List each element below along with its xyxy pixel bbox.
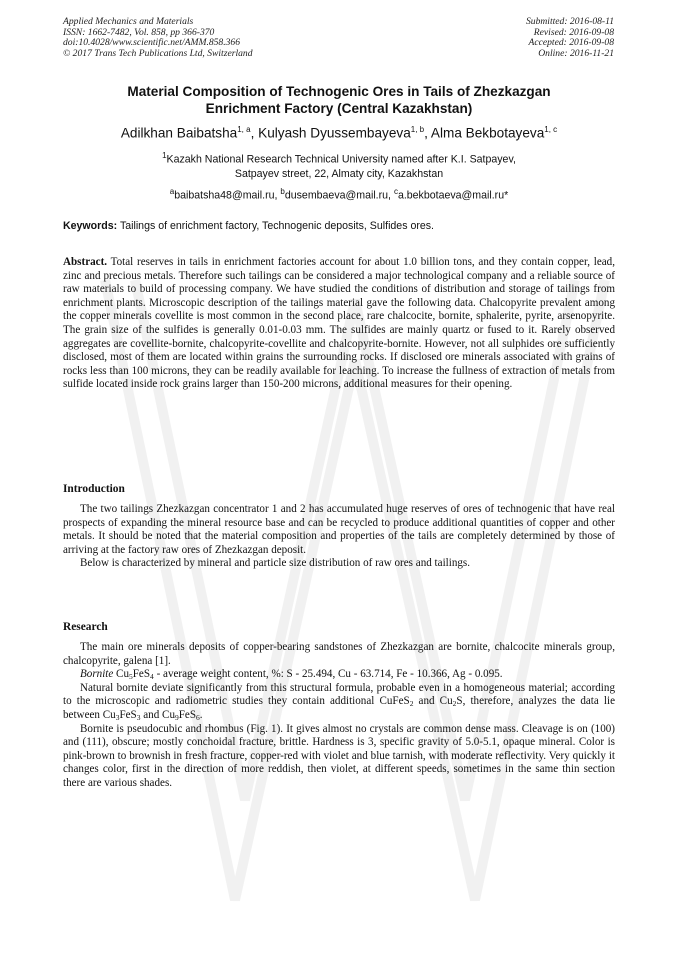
abstract-label: Abstract.	[63, 256, 108, 268]
email-sup: a	[169, 187, 175, 196]
paragraph-bornite-formula: Bornite $Cu_5FeS_4$ - average weight content, %: S - 25.494, Cu - 63.714, Fe - 10.366, Ag - 0.095.	[80, 668, 503, 682]
affiliation-line-2: Satpayev street, 22, Almaty city, Kazakhstan	[234, 167, 444, 180]
accepted-date: Accepted: 2016-09-08	[528, 37, 614, 49]
text-span: and	[418, 695, 435, 708]
abstract	[63, 256, 615, 392]
author-name: Kulyash Dyussembayeva	[258, 125, 411, 141]
revised-date: Revised: 2016-09-08	[533, 26, 614, 38]
journal-info	[63, 17, 253, 59]
author-emails: $^a$baibatsha48@mail.ru, $^b$dusembaeva@mail.ru, $^c$a.bekbotaeva@mail.ru*	[169, 187, 509, 202]
email-sup: c	[393, 187, 398, 196]
abstract-text: Total reserves in tails in enrichment factories account for about 1.0 billion tons, and they contain copper, lead, zinc and precious metals. Therefore such tailings can be considered a major technological company and a reliable source of raw materials to build of processing company. We have studied the conditions of distribution and storage of tailings from enrichment plants. Microscopic description of the tailings material gave the following data. Chalcopyrite prevalent among the copper minerals covellite is most common in the second place, rare chalcocite, bornite, sphalerite, pyrite, arsenopyrite. The grain size of the sulfides is generally 0.01-0.03 mm. The sulfides are mainly quartz or fused to it. Rarely observed aggregates are covellite-bornite, chalcopyrite-covellite and chalcopyrite-bornite. However, not all sulphides ore sufficiently disclosed, most of them are located within grains the surrounding rocks. If disclosed ore minerals associated with grains of rocks less than 100 microns, they can be readily available for leaching. To increase the fullness of extraction of metals from sulfide located inside rock grains larger than 150-200 microns, additional measures for their opening.	[63, 256, 615, 391]
email-link[interactable]: a.bekbotaeva@mail.ru*	[397, 189, 509, 202]
author-affil-sup: 1, c	[544, 125, 558, 134]
research-body	[63, 641, 615, 791]
email-sup: b	[280, 187, 285, 196]
text-span: , therefore, analyzes the data lie between	[63, 695, 615, 721]
affiliation-sup: 1	[162, 151, 167, 160]
paragraph: The main ore minerals deposits of copper-bearing sandstones of Zhezkazgan are bornite, chalcocite minerals group, chalcopyrite, galena [1].	[63, 641, 615, 667]
author-name: Alma Bekbotayeva	[430, 125, 545, 141]
paragraph: The two tailings Zhezkazgan concentrator 1 and 2 has accumulated huge reserves of ores of technogenic that have real prospects of expanding the mineral resource base and can be recycled to produce additional quantities of copper and other metals. It should be noted that the material composition and properties of the tails are completely determined by those of arriving at the factory raw ores of Zhezkazgan deposit.	[63, 503, 615, 556]
paragraph: Below is characterized by mineral and particle size distribution of raw ores and tailings.	[80, 557, 470, 570]
keywords	[63, 219, 615, 233]
submitted-date: Submitted: 2016-08-11	[525, 16, 614, 27]
section-heading-research: Research	[63, 621, 108, 633]
author-list: Adilkhan Baibatsha$^{1, a}$, Kulyash Dyussembayeva$^{1, b}$, Alma Bekbotayeva$^{1, c}$	[120, 125, 558, 141]
doi: doi:10.4028/www.scientific.net/AMM.858.366	[63, 37, 241, 49]
paper-title	[40, 83, 638, 117]
title-line-2: Enrichment Factory (Central Kazakhstan)	[205, 101, 473, 116]
copyright: © 2017 Trans Tech Publications Ltd, Switzerland	[63, 47, 253, 59]
keywords-label: Keywords:	[63, 220, 118, 232]
issn-volume: ISSN: 1662-7482, Vol. 858, pp 366-370	[63, 26, 215, 38]
online-date: Online: 2016-11-21	[538, 47, 614, 59]
mineral-name: Bornite	[80, 668, 114, 681]
affiliation-line-1: Kazakh National Research Technical University named after K.I. Satpayev,	[166, 153, 516, 166]
email-link[interactable]: dusembaeva@mail.ru	[284, 189, 389, 202]
author-affil-sup: 1, a	[237, 125, 251, 134]
journal-name: Applied Mechanics and Materials	[63, 16, 194, 27]
keywords-text: Tailings of enrichment factory, Technogenic deposits, Sulfides ores.	[119, 220, 434, 232]
composition-text: - average weight content, %: S - 25.494, Cu - 63.714, Fe - 10.366, Ag - 0.095.	[156, 668, 503, 681]
paragraph: Natural bornite deviate significantly from this structural formula, probable even in a homogeneous material; according to the microscopic and radiometric studies they contain additional CuFeS$_2$ and $Cu_2S$, therefore, analyzes the data lie between $Cu_3FeS_3$ and $Cu_9FeS_6$.	[63, 681, 615, 722]
author-affil-sup: 1, b	[410, 125, 425, 134]
introduction-body	[63, 503, 615, 571]
text-span: Natural bornite deviate significantly from this structural formula, probable even in a homogeneous material; according to the microscopic and radiometric studies they contain additional	[63, 681, 615, 708]
submission-dates	[526, 17, 614, 59]
paragraph: Bornite is pseudocubic and rhombus (Fig. 1). It gives almost no crystals are common dense mass. Cleavage is on (100) and (111), obscure; mostly conchoidal fracture, brittle. Hardness is 3, specific gravity of 5.0-5.1, opaque mineral. Color is pink-brown to brownish in fresh fracture, copper-red with violet and blue tarnish, with moderate reflectivity. Very quickly it changes color, first in the direction of more reddish, then violet, at different speeds, sometimes in the same thin section there are various shades.	[63, 722, 615, 789]
author-name: Adilkhan Baibatsha	[120, 125, 238, 141]
affiliation	[40, 149, 638, 181]
section-heading-introduction: Introduction	[63, 483, 125, 495]
email-link[interactable]: baibatsha48@mail.ru	[174, 189, 275, 202]
text-span: and	[143, 708, 160, 721]
title-line-1: Material Composition of Technogenic Ores in Tails of Zhezkazgan	[127, 84, 551, 99]
